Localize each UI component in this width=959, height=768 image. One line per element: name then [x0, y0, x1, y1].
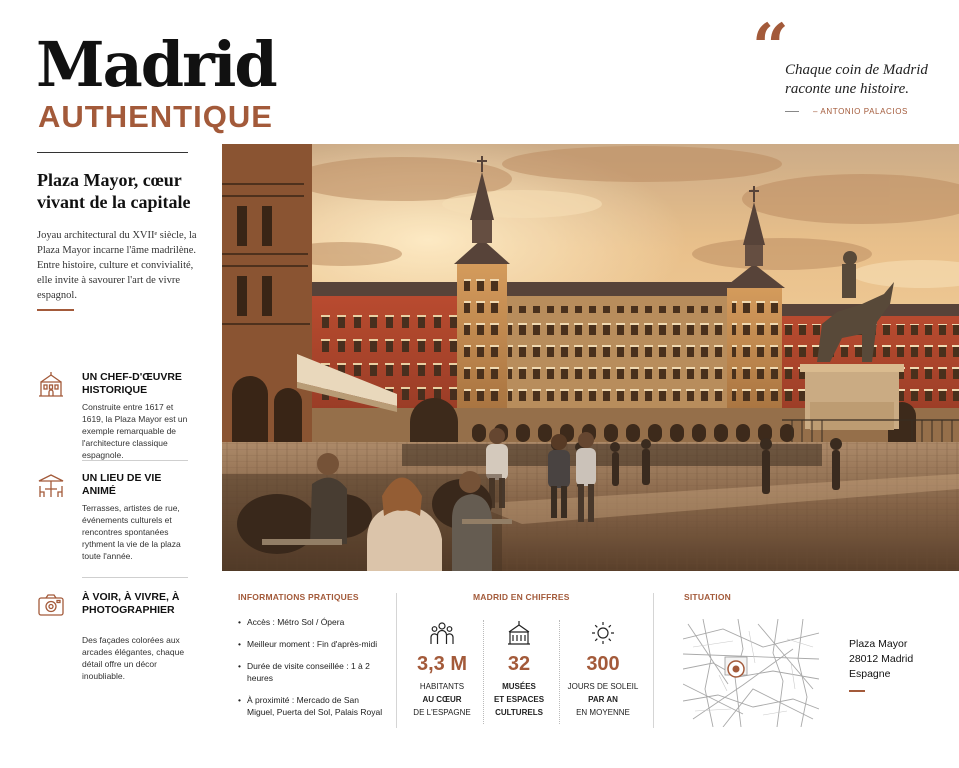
figures-heading: MADRID EN CHIFFRES: [473, 592, 570, 602]
section-title: Plaza Mayor, cœur vivant de la capitale: [37, 170, 191, 212]
camera-icon: [37, 591, 65, 619]
stat-value: 3,3 M: [416, 653, 468, 675]
location-map: [683, 619, 819, 727]
stat-label: JOURS DE SOLEIL PAR AN EN MOYENNE: [567, 682, 639, 717]
quote-author: – ANTONIO PALACIOS: [785, 107, 908, 116]
location-address: Plaza Mayor 28012 Madrid Espagne: [849, 638, 914, 680]
feature-description: Construite entre 1617 et 1619, la Plaza Mayor est un exemple remarquable de l'architecture classique espagnole.: [82, 402, 188, 460]
stat-sunny-days: [564, 620, 642, 719]
divider: [37, 152, 188, 153]
practical-info-heading: INFORMATIONS PRATIQUES: [238, 592, 359, 602]
accent-bar: [849, 690, 865, 692]
stat-label: MUSÉES ET ESPACES CULTURELS: [493, 682, 545, 717]
museum-icon: [506, 620, 532, 646]
divider: [396, 593, 397, 728]
stat-value: 300: [586, 653, 620, 675]
list-item: • Accès : Métro Sol / Ópera: [238, 616, 388, 628]
feature-description: Terrasses, artistes de rue, événements culturels et rencontres spontanées rythment la vie de la plaza toute l'année.: [82, 503, 181, 561]
practical-info-list: [238, 616, 388, 728]
divider: [82, 577, 188, 578]
stat-museums: [480, 620, 558, 719]
terrace-table-icon: [37, 472, 65, 500]
feature-title: À VOIR, À VIVRE, À PHOTOGRAPHIER: [82, 591, 180, 616]
page-title: Madrid: [36, 28, 276, 101]
feature-title: UN CHEF-D'ŒUVRE HISTORIQUE: [82, 371, 182, 396]
accent-bar: [37, 309, 74, 311]
section-description: Joyau architectural du XVIIᵉ siècle, la Plaza Mayor incarne l'âme madrilène. Entre histoire, culture et convivialité, elle invite à savourer l'art de vivre espagnol.: [37, 230, 197, 301]
list-item: • À proximité : Mercado de San Miguel, Puerta del Sol, Palais Royal: [238, 694, 388, 718]
divider: [82, 460, 188, 461]
location-heading: SITUATION: [684, 592, 731, 602]
stat-value: 32: [507, 653, 531, 675]
stat-label: HABITANTS AU CŒUR DE L'ESPAGNE: [413, 682, 471, 717]
feature-historic: [37, 371, 192, 461]
divider: [559, 620, 560, 724]
feature-description: Des façades colorées aux arcades élégantes, chaque détail offre un décor inoubliable.: [82, 635, 185, 681]
list-item: • Durée de visite conseillée : 1 à 2 heures: [238, 660, 388, 684]
sun-icon: [590, 620, 616, 646]
people-icon: [429, 620, 455, 646]
quote-mark-icon: “: [752, 10, 789, 85]
stat-inhabitants: [403, 620, 481, 719]
list-item: • Meilleur moment : Fin d'après-midi: [238, 638, 388, 650]
plaza-mayor-photo: [222, 144, 959, 571]
feature-lively: [37, 472, 192, 567]
divider: [653, 593, 654, 728]
page-subtitle: AUTHENTIQUE: [38, 99, 273, 134]
building-icon: [37, 371, 65, 399]
quote-text: Chaque coin de Madrid raconte une histoire.: [785, 62, 928, 97]
feature-photo: [37, 591, 192, 681]
feature-title: UN LIEU DE VIE ANIMÉ: [82, 472, 162, 497]
